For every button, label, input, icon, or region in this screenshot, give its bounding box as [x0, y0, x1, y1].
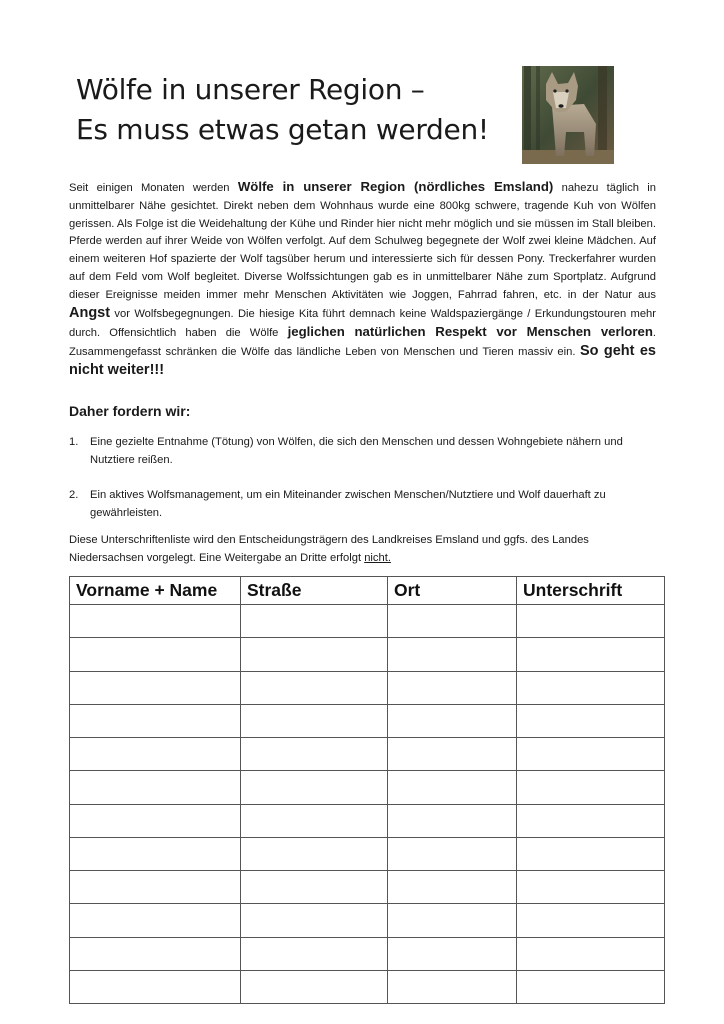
intro-bold-respekt: jeglichen natürlichen Respekt vor Menschen verloren: [287, 324, 653, 340]
table-row: [70, 804, 665, 837]
wolf-photo: [522, 66, 614, 164]
city-cell[interactable]: [388, 937, 517, 970]
table-row: [70, 704, 665, 737]
city-cell[interactable]: [388, 904, 517, 937]
signature-rows: [70, 605, 665, 1004]
signature-cell[interactable]: [517, 970, 665, 1003]
signature-cell[interactable]: [517, 605, 665, 638]
street-cell[interactable]: [241, 837, 388, 870]
table-row: [70, 671, 665, 704]
city-cell[interactable]: [388, 605, 517, 638]
page-title: [76, 70, 489, 150]
street-cell[interactable]: [241, 771, 388, 804]
name-cell[interactable]: [70, 638, 241, 671]
table-row: [70, 904, 665, 937]
name-cell[interactable]: [70, 871, 241, 904]
city-cell[interactable]: [388, 837, 517, 870]
signature-cell[interactable]: [517, 638, 665, 671]
name-cell[interactable]: [70, 804, 241, 837]
city-cell[interactable]: [388, 970, 517, 1003]
city-cell[interactable]: [388, 671, 517, 704]
intro-text-1: Seit einigen Monaten werden: [69, 182, 238, 194]
intro-bold-region: Wölfe in unserer Region (nördliches Emsland): [237, 179, 554, 194]
demand-item: [69, 486, 659, 522]
table-row: [70, 937, 665, 970]
demand-item: [69, 433, 659, 469]
intro-bold-angst: Angst: [69, 304, 111, 321]
name-cell[interactable]: [70, 771, 241, 804]
street-cell[interactable]: [241, 638, 388, 671]
notice-text: Diese Unterschriftenliste wird den Entscheidungsträgern des Landkreises Emsland und ggfs. des Landes Niedersachsen vorgelegt. Eine Weitergabe an Dritte erfolgt: [69, 534, 589, 564]
intro-text-2: nahezu täglich in unmittelbarer Nähe gesichtet. Direkt neben dem Wohnhaus wurde eine 800kg schwere, tragende Kuh von Wölfen gerissen. Als Folge ist die Weidehaltung der Kühe und Rinder hier nicht mehr möglich und sie müssen im Stall bleiben. Pferde werden auf ihrer Weide von Wölfen verfolgt. Auf dem Schulweg begegnete der Wolf zwei kleine Mädchen. Auf einem weiteren Hof spazierte der Wolf tagsüber herum und interessierte sich für dessen Pony. Treckerfahrer wurden auf dem Feld vom Wolf begleitet. Diverse Wolfssichtungen gab es in unmittelbarer Nähe zum Sportplatz. Aufgrund dieser Ereignisse meiden immer mehr Menschen Aktivitäten wie Joggen, Fahrrad fahren, etc. in der Natur aus: [69, 182, 656, 301]
table-row: [70, 871, 665, 904]
city-cell[interactable]: [388, 871, 517, 904]
name-cell[interactable]: [70, 970, 241, 1003]
intro-text-4: . Zusammengefasst schränken die Wölfe das ländliche Leben von Menschen und Tieren massiv ein.: [69, 327, 656, 359]
signature-cell[interactable]: [517, 937, 665, 970]
signature-cell[interactable]: [517, 804, 665, 837]
column-header-name: Vorname + Name: [70, 577, 241, 605]
column-header-city: Ort: [388, 577, 517, 605]
intro-bold-final: So geht es nicht weiter!!!: [69, 343, 656, 378]
demand-text: Ein aktives Wolfsmanagement, um ein Miteinander zwischen Menschen/Nutztiere und Wolf dauerhaft zu gewährleisten.: [90, 489, 606, 519]
street-cell[interactable]: [241, 605, 388, 638]
street-cell[interactable]: [241, 970, 388, 1003]
signature-cell[interactable]: [517, 837, 665, 870]
privacy-notice: [69, 531, 659, 567]
city-cell[interactable]: [388, 804, 517, 837]
demand-number: 1.: [69, 436, 79, 448]
signature-cell[interactable]: [517, 671, 665, 704]
table-header-row: [70, 577, 665, 605]
signature-cell[interactable]: [517, 904, 665, 937]
column-header-street: Straße: [241, 577, 388, 605]
street-cell[interactable]: [241, 671, 388, 704]
table-row: [70, 638, 665, 671]
intro-text-3: vor Wolfsbegegnungen. Die hiesige Kita führt demnach keine Waldspaziergänge / Erkundungstouren mehr durch. Offensichtlich haben die Wölfe: [69, 307, 656, 340]
city-cell[interactable]: [388, 704, 517, 737]
signature-table: [69, 576, 665, 1004]
street-cell[interactable]: [241, 937, 388, 970]
table-row: [70, 605, 665, 638]
title-line-2: Es muss etwas getan werden!: [76, 113, 489, 146]
title-line-1: Wölfe in unserer Region –: [76, 73, 425, 106]
demand-number: 2.: [69, 489, 79, 501]
demands-heading: Daher fordern wir:: [69, 403, 191, 419]
table-row: [70, 970, 665, 1003]
demands-list: [69, 433, 659, 522]
intro-paragraph: [69, 178, 656, 381]
name-cell[interactable]: [70, 738, 241, 771]
name-cell[interactable]: [70, 904, 241, 937]
signature-cell[interactable]: [517, 704, 665, 737]
city-cell[interactable]: [388, 771, 517, 804]
name-cell[interactable]: [70, 671, 241, 704]
demand-text: Eine gezielte Entnahme (Tötung) von Wölfen, die sich den Menschen und dessen Wohngebiete nähern und Nutztiere reißen.: [90, 436, 623, 466]
city-cell[interactable]: [388, 638, 517, 671]
column-header-signature: Unterschrift: [517, 577, 665, 605]
table-row: [70, 837, 665, 870]
signature-cell[interactable]: [517, 771, 665, 804]
name-cell[interactable]: [70, 704, 241, 737]
street-cell[interactable]: [241, 904, 388, 937]
name-cell[interactable]: [70, 837, 241, 870]
table-row: [70, 771, 665, 804]
street-cell[interactable]: [241, 871, 388, 904]
signature-cell[interactable]: [517, 738, 665, 771]
city-cell[interactable]: [388, 738, 517, 771]
name-cell[interactable]: [70, 937, 241, 970]
name-cell[interactable]: [70, 605, 241, 638]
table-row: [70, 738, 665, 771]
street-cell[interactable]: [241, 804, 388, 837]
street-cell[interactable]: [241, 738, 388, 771]
signature-cell[interactable]: [517, 871, 665, 904]
notice-underlined: nicht.: [364, 552, 391, 564]
street-cell[interactable]: [241, 704, 388, 737]
